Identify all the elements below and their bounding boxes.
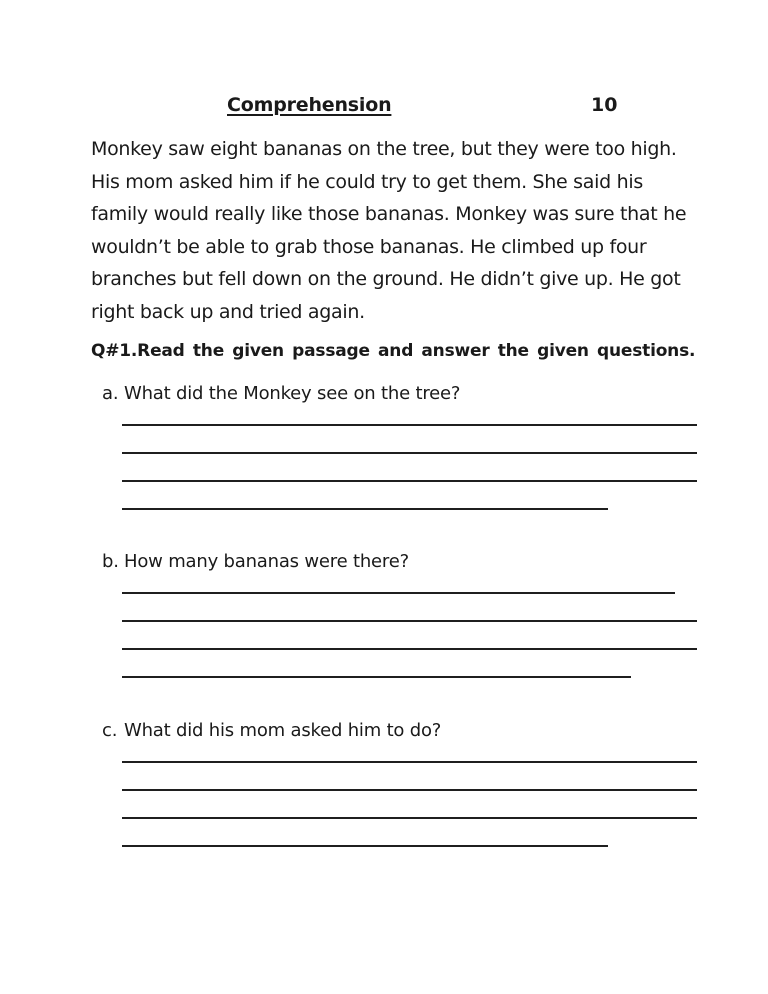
passage-line: family would really like those bananas. Monkey was sure that he — [91, 203, 687, 225]
answer-lines — [122, 573, 697, 678]
question-label: c. — [102, 720, 118, 741]
question-a — [102, 383, 697, 510]
question-b — [102, 551, 697, 678]
question-text: What did his mom asked him to do? — [124, 720, 442, 741]
passage-line: His mom asked him if he could try to get them. She said his — [91, 170, 643, 193]
answer-line — [122, 742, 697, 763]
answer-line — [122, 573, 675, 594]
question-label: a. — [102, 383, 119, 404]
answer-line — [122, 482, 608, 510]
passage — [91, 133, 686, 328]
answer-line — [122, 426, 697, 454]
answer-line — [122, 763, 697, 791]
passage-line: Monkey saw eight bananas on the tree, but they were too high. — [91, 138, 677, 160]
instruction-heading: Q#1.Read the given passage and answer the given questions. — [91, 341, 696, 361]
page-number: 10 — [591, 94, 618, 116]
question-text: What did the Monkey see on the tree? — [124, 383, 461, 404]
answer-line — [122, 405, 697, 426]
question-b-row — [102, 551, 697, 573]
page-title: Comprehension — [227, 94, 392, 116]
answer-line — [122, 650, 631, 678]
question-c — [102, 720, 697, 847]
answer-lines — [122, 742, 697, 847]
answer-lines — [122, 405, 697, 510]
passage-line: branches but fell down on the ground. He didn’t give up. He got — [91, 268, 681, 290]
question-label: b. — [102, 551, 119, 572]
page-header — [0, 94, 768, 120]
answer-line — [122, 791, 697, 819]
answer-line — [122, 819, 608, 847]
answer-line — [122, 594, 697, 622]
question-c-row — [102, 720, 697, 742]
passage-line: wouldn’t be able to grab those bananas. He climbed up four — [91, 235, 647, 258]
passage-line: right back up and tried again. — [91, 300, 365, 323]
question-a-row — [102, 383, 697, 405]
answer-line — [122, 454, 697, 482]
question-text: How many bananas were there? — [124, 551, 409, 572]
answer-line — [122, 622, 697, 650]
